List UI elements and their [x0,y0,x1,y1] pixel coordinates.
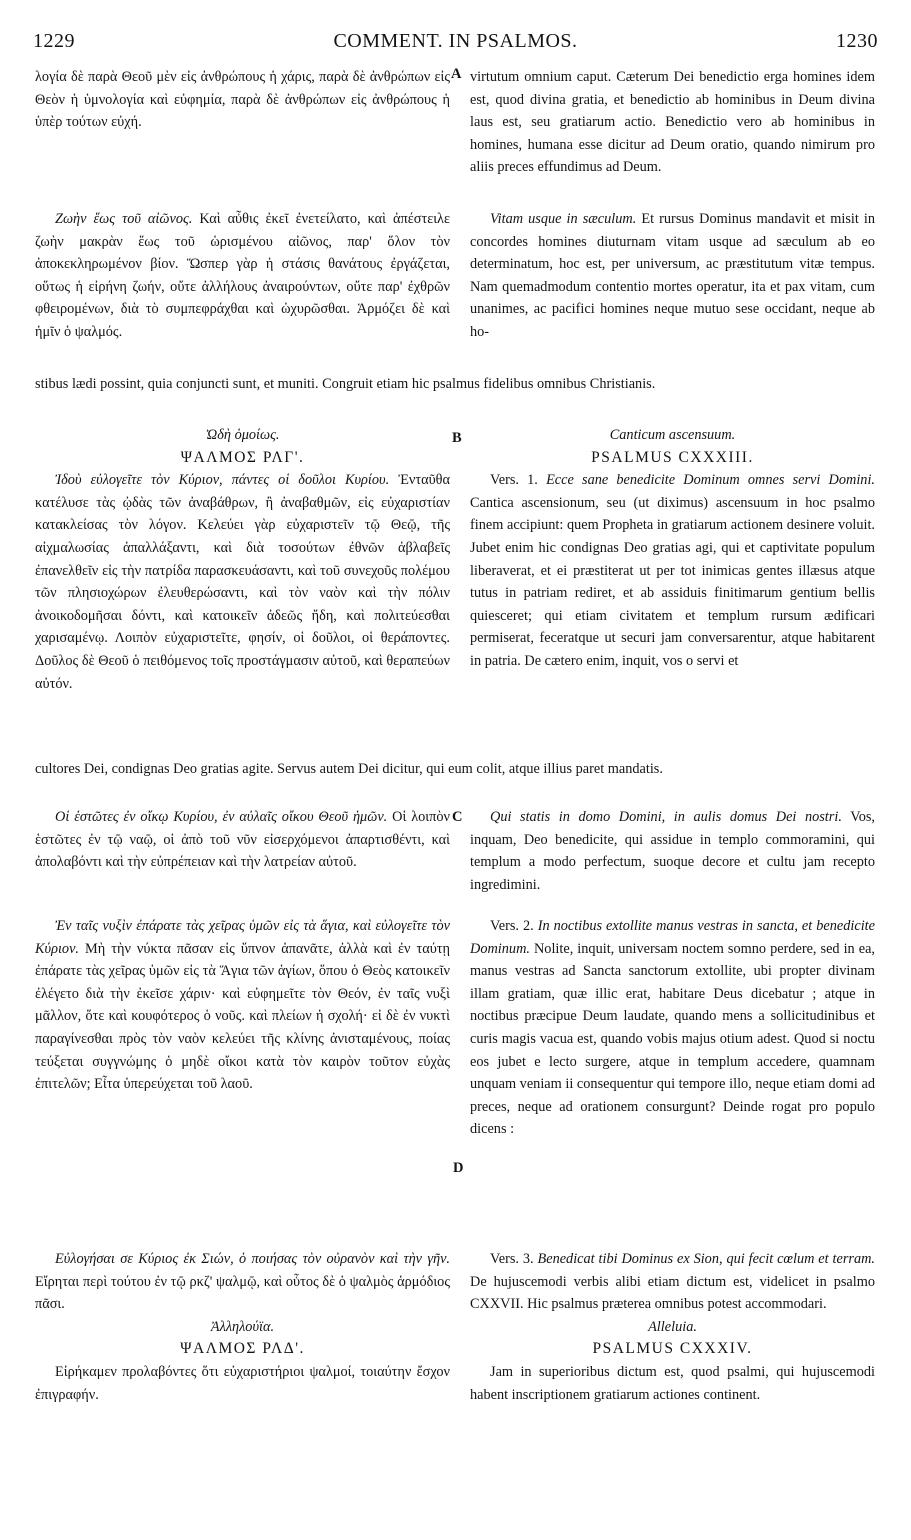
greek-text: Εἴρηται περὶ τούτου ἐν τῷ ρκζ' ψαλμῷ, καὶ οὗτος δὲ ὁ ψαλμὸς ἁρμόδιος πᾶσι. [35,1273,450,1313]
verse-number: Vers. 2. [490,918,534,934]
latin-column-block-6 [470,1248,875,1406]
page-number-left: 1229 [33,30,75,52]
greek-text: λογία δὲ παρὰ Θεοῦ μὲν εἰς ἀνθρώπους ἡ χάρις, παρὰ δὲ ἀνθρώπων εἰς Θεὸν ἡ ὑμνολογία καὶ εὐφημία, παρὰ δὲ ἀνθρώπων εἰς ἀνθρώπους ἡ ὑπὲρ τούτων εὐχή. [35,69,450,131]
latin-text: virtutum omnium caput. Cæterum Dei benedictio erga homines idem est, quod divina gratia, et benedictio ab hominibus in Deum divina laus est, seu gratiarum actio. Benedictio vero ab hominibus in homines, humana esse dicitur ad Deum oratio, quando nimirum pro aliis preces effundimus ad Deum. [470,69,875,176]
greek-alleluia-heading: Ἀλληλούϊα. [210,1318,275,1335]
greek-text: Καὶ αὖθις ἐκεῖ ἐνετείλατο, καὶ ἀπέστειλε ζωὴν μακρὰν ἕως τοῦ ὡρισμένου αἰῶνος, παρ' ὅλον τὸν ἀποκεκληρωμένον βίον. Ὥσπερ γὰρ ἡ στάσις θανάτους ἐργάζεται, οὕτως ἡ εἰρήνη ζωήν, οὔτε ἀλλήλους ἀναιρούντων, οὔτε παρ' ἐχθρῶν φθειρομένων, διὰ τὸ συμπεφράχθαι καὶ ὠχυρῶσθαι. Ἁρμόζει δὲ καὶ ἡμῖν ὁ ψαλμός. [35,211,450,340]
greek-lemma: Εὐλογήσαι σε Κύριος ἐκ Σιών, ὁ ποιήσας τὸν οὐρανὸν καὶ τὴν γῆν. [55,1251,450,1267]
latin-column-block-3 [470,424,875,673]
latin-text: Et rursus Dominus mandavit et misit in concordes homines diuturnam vitam usque ad sæculum ab eo determinatum, hoc est, per universum, ac præstitutum vitæ tempus. Nam quemadmodum contentio mortes operatur, ita et pax vitam, cum unanimes, ac pacifici homines neque mutuo sese occidant, neque ab ho- [470,211,876,340]
latin-column-block-5 [470,915,875,1141]
greek-lemma: Ζωὴν ἕως τοῦ αἰῶνος. [55,211,193,227]
latin-text: Nolite, inquit, universam noctem somno perdere, sed in ea, manus vestras ad Sancta sanctorum extollite, ubi propter divinam illam gratiam, quæ illic erat, habitare Deus dicebatur ; atque in noctibus præcipue Deum laudate, quando mens a sollicitudinibus et curis magis vacua est, quando vobis majus otium adest. Quod si noctu eos jubet e lecto surgere, atque in templum accedere, quamnam unquam veniam ii consequentur qui tempore illo, neque etiam domi ad preces, neque ad orationem consurgunt? Deinde rogat pro populo dicens : [470,940,875,1138]
greek-text: Οἱ λοιπὸν ἑστῶτες ἐν τῷ ναῷ, οἱ ἀπὸ τοῦ νῦν εἰσερχόμενοι ἀπαρτισθέντι, καὶ ἀπολαβόντι καὶ τὴν εὐπρέπειαν καὶ τὴν λατρείαν αὐτοῦ. [35,809,450,871]
greek-column-block-3 [35,424,450,695]
latin-lemma: Benedicat tibi Dominus ex Sion, qui fecit cœlum et terram. [537,1251,875,1267]
greek-text: Μὴ τὴν νύκτα πᾶσαν εἰς ὕπνον ἀπανᾶτε, ἀλλὰ καὶ ἐν ταύτῃ ἐπάρατε τὰς χεῖρας ὑμῶν εἰς τὰ Ἅγια τῶν ἁγίων, ὅπου ὁ Θεὸς κατοικεῖν ἐλέγετο διὰ τὴν ἐκεῖσε χάριν· καὶ εὐφημεῖτε τὸν Θεόν, ἐν ταῖς νυξὶ μᾶλλον, ὅτε καὶ κουφότερος ὁ νοῦς. καὶ πλείων ἡ σχολή· εἰ δὲ ἐν νυκτὶ παραγίνεσθαι πρὸς τὸν ναὸν κελεύει τῆς κλίνης ἀνισταμένους, ποίας τεύξεται συγγνώμης ὁ μηδὲ οἴκοι κατὰ τὸν καιρὸν τοῦτον εὐχὰς ἐπιτελῶν; Εἶτα ὑπερεύχεται τοῦ λαοῦ. [35,940,450,1093]
latin-lemma: Qui statis in domo Domini, in aulis domus Dei nostri. [490,809,842,825]
verse-number: Vers. 3. [490,1251,534,1267]
full-width-continuation-1: stibus lædi possint, quia conjuncti sunt, et muniti. Congruit etiam hic psalmus fidelibus omnibus Christianis. [35,376,656,392]
latin-lemma: In noctibus extollite manus vestras in sancta, et benedicite Dominum. [470,918,875,957]
greek-lemma: Οἱ ἑστῶτες ἐν οἴκῳ Κυρίου, ἐν αὐλαῖς οἴκου Θεοῦ ἡμῶν. [55,809,388,825]
latin-column-block-1 [470,66,875,179]
latin-text: Cantica ascensionum, seu (ut diximus) ascensuum in hoc psalmo finem accipiunt: quem Propheta in gratiarum actionem desinere voluit. Jubet enim hic condignas Deo gratias agi, qui et captivitate populum liberaverat, et ei præstiterat ut per tot inimicas gentes illæsus atque tutus in patriam rediret, et ab assiduis finitimarum gentium bellis quiesceret; qui etiam civitatem et templum rursum ædificari permiserat, feceratque ut securi jam conversarentur, atque habitarent in patria. De cætero enim, inquit, vos o servi et [470,494,875,669]
margin-letter-c: C [452,809,463,825]
greek-ode-heading: Ὠδὴ ὁμοίως. [205,427,280,443]
running-title: COMMENT. IN PSALMOS. [333,30,578,52]
margin-letter-b: B [452,430,462,446]
margin-letter-a: A [451,66,462,82]
latin-psalm-heading: PSALMUS CXXXIV. [592,1340,753,1358]
greek-lemma: Ἐν ταῖς νυξὶν ἐπάρατε τὰς χεῖρας ὑμῶν εἰς τὰ ἅγια, καὶ εὐλογεῖτε τὸν Κύριον. [35,918,450,957]
greek-column-block-1 [35,66,450,134]
latin-column-block-4 [470,806,875,896]
greek-lemma: Ἰδοὺ εὐλογεῖτε τὸν Κύριον, πάντες οἱ δοῦλοι Κυρίου. [55,472,390,489]
margin-letter-d: D [453,1160,464,1176]
latin-lemma: Vitam usque in sæculum. [490,211,637,227]
full-width-continuation-2: cultores Dei, condignas Deo gratias agite. Servus autem Dei dicitur, qui eum colit, atque illius paret mandatis. [35,761,663,777]
page-header [33,30,878,58]
latin-text: Jam in superioribus dictum est, quod psalmi, qui hujuscemodi habent inscriptionem gratiarum actiones continent. [470,1363,875,1403]
page-number-right: 1230 [836,30,878,52]
greek-psalm-heading: ΨΑΛΜΟΣ ΡΛΓ'. [180,448,305,466]
latin-column-block-2 [470,208,875,344]
latin-psalm-heading: PSALMUS CXXXIII. [591,448,754,466]
greek-text: Εἰρήκαμεν προλαβόντες ὅτι εὐχαριστήριοι ψαλμοί, τοιαύτην ἔσχον ἐπιγραφήν. [35,1363,450,1403]
greek-column-block-5 [35,915,450,1096]
greek-column-block-4 [35,806,450,874]
latin-text: De hujuscemodi verbis alibi etiam dictum est, videlicet in psalmo CXXVII. Hic psalmus præterea omnibus potest accommodari. [470,1273,875,1313]
latin-text: Vos, inquam, Deo benedicite, qui assidue in templo commoramini, qui templum a modo perfectum, suoque decore et cultu jam recepto ingredimini. [470,809,875,893]
latin-canticum-heading: Canticum ascensuum. [609,427,736,443]
latin-lemma: Ecce sane benedicite Dominum omnes servi Domini. [546,472,875,489]
greek-column-block-2 [35,208,450,344]
greek-psalm-heading: ΨΑΛΜΟΣ ΡΛΔ'. [180,1340,305,1358]
verse-number: Vers. 1. [490,472,538,489]
greek-text: Ἐνταῦθα κατέλυσε τὰς ᾠδὰς τῶν ἀναβάθρων, ἢ ἀναβαθμῶν, εἰς εὐχαριστίαν κατακλείσας τὸν λόγον. Κελεύει γὰρ εὐχαριστεῖν τῷ Θεῷ, τῆς αἰχμαλωσίας ἀπαλλάξαντι, καὶ διὰ τοσούτων ἐθνῶν ἀβλαβεῖς ἐπανελθεῖν εἰς τὴν πατρίδα παρασκευάσαντι, καὶ τοῦ συνεχοῦς πολέμου τῶν πλησιοχώρων ἐλευθερώσαντι, καὶ τὸν ναὸν καὶ τὴν πόλιν ἀνοικοδομῆσαι δόντι, καὶ κατοικεῖν ἀδεῶς ἤδη, καὶ πολιτεύεσθαι χαρισαμένῳ. Λοιπὸν εὐχαριστεῖτε, φησίν, οἱ δοῦλοι, οἱ θεράποντες. Δοῦλος δὲ Θεοῦ ὁ πειθόμενος τοῖς προστάγμασιν αὐτοῦ, καὶ θεραπεύων αὐτόν. [35,472,450,692]
latin-alleluia-heading: Alleluia. [648,1318,697,1335]
greek-column-block-6 [35,1248,450,1406]
